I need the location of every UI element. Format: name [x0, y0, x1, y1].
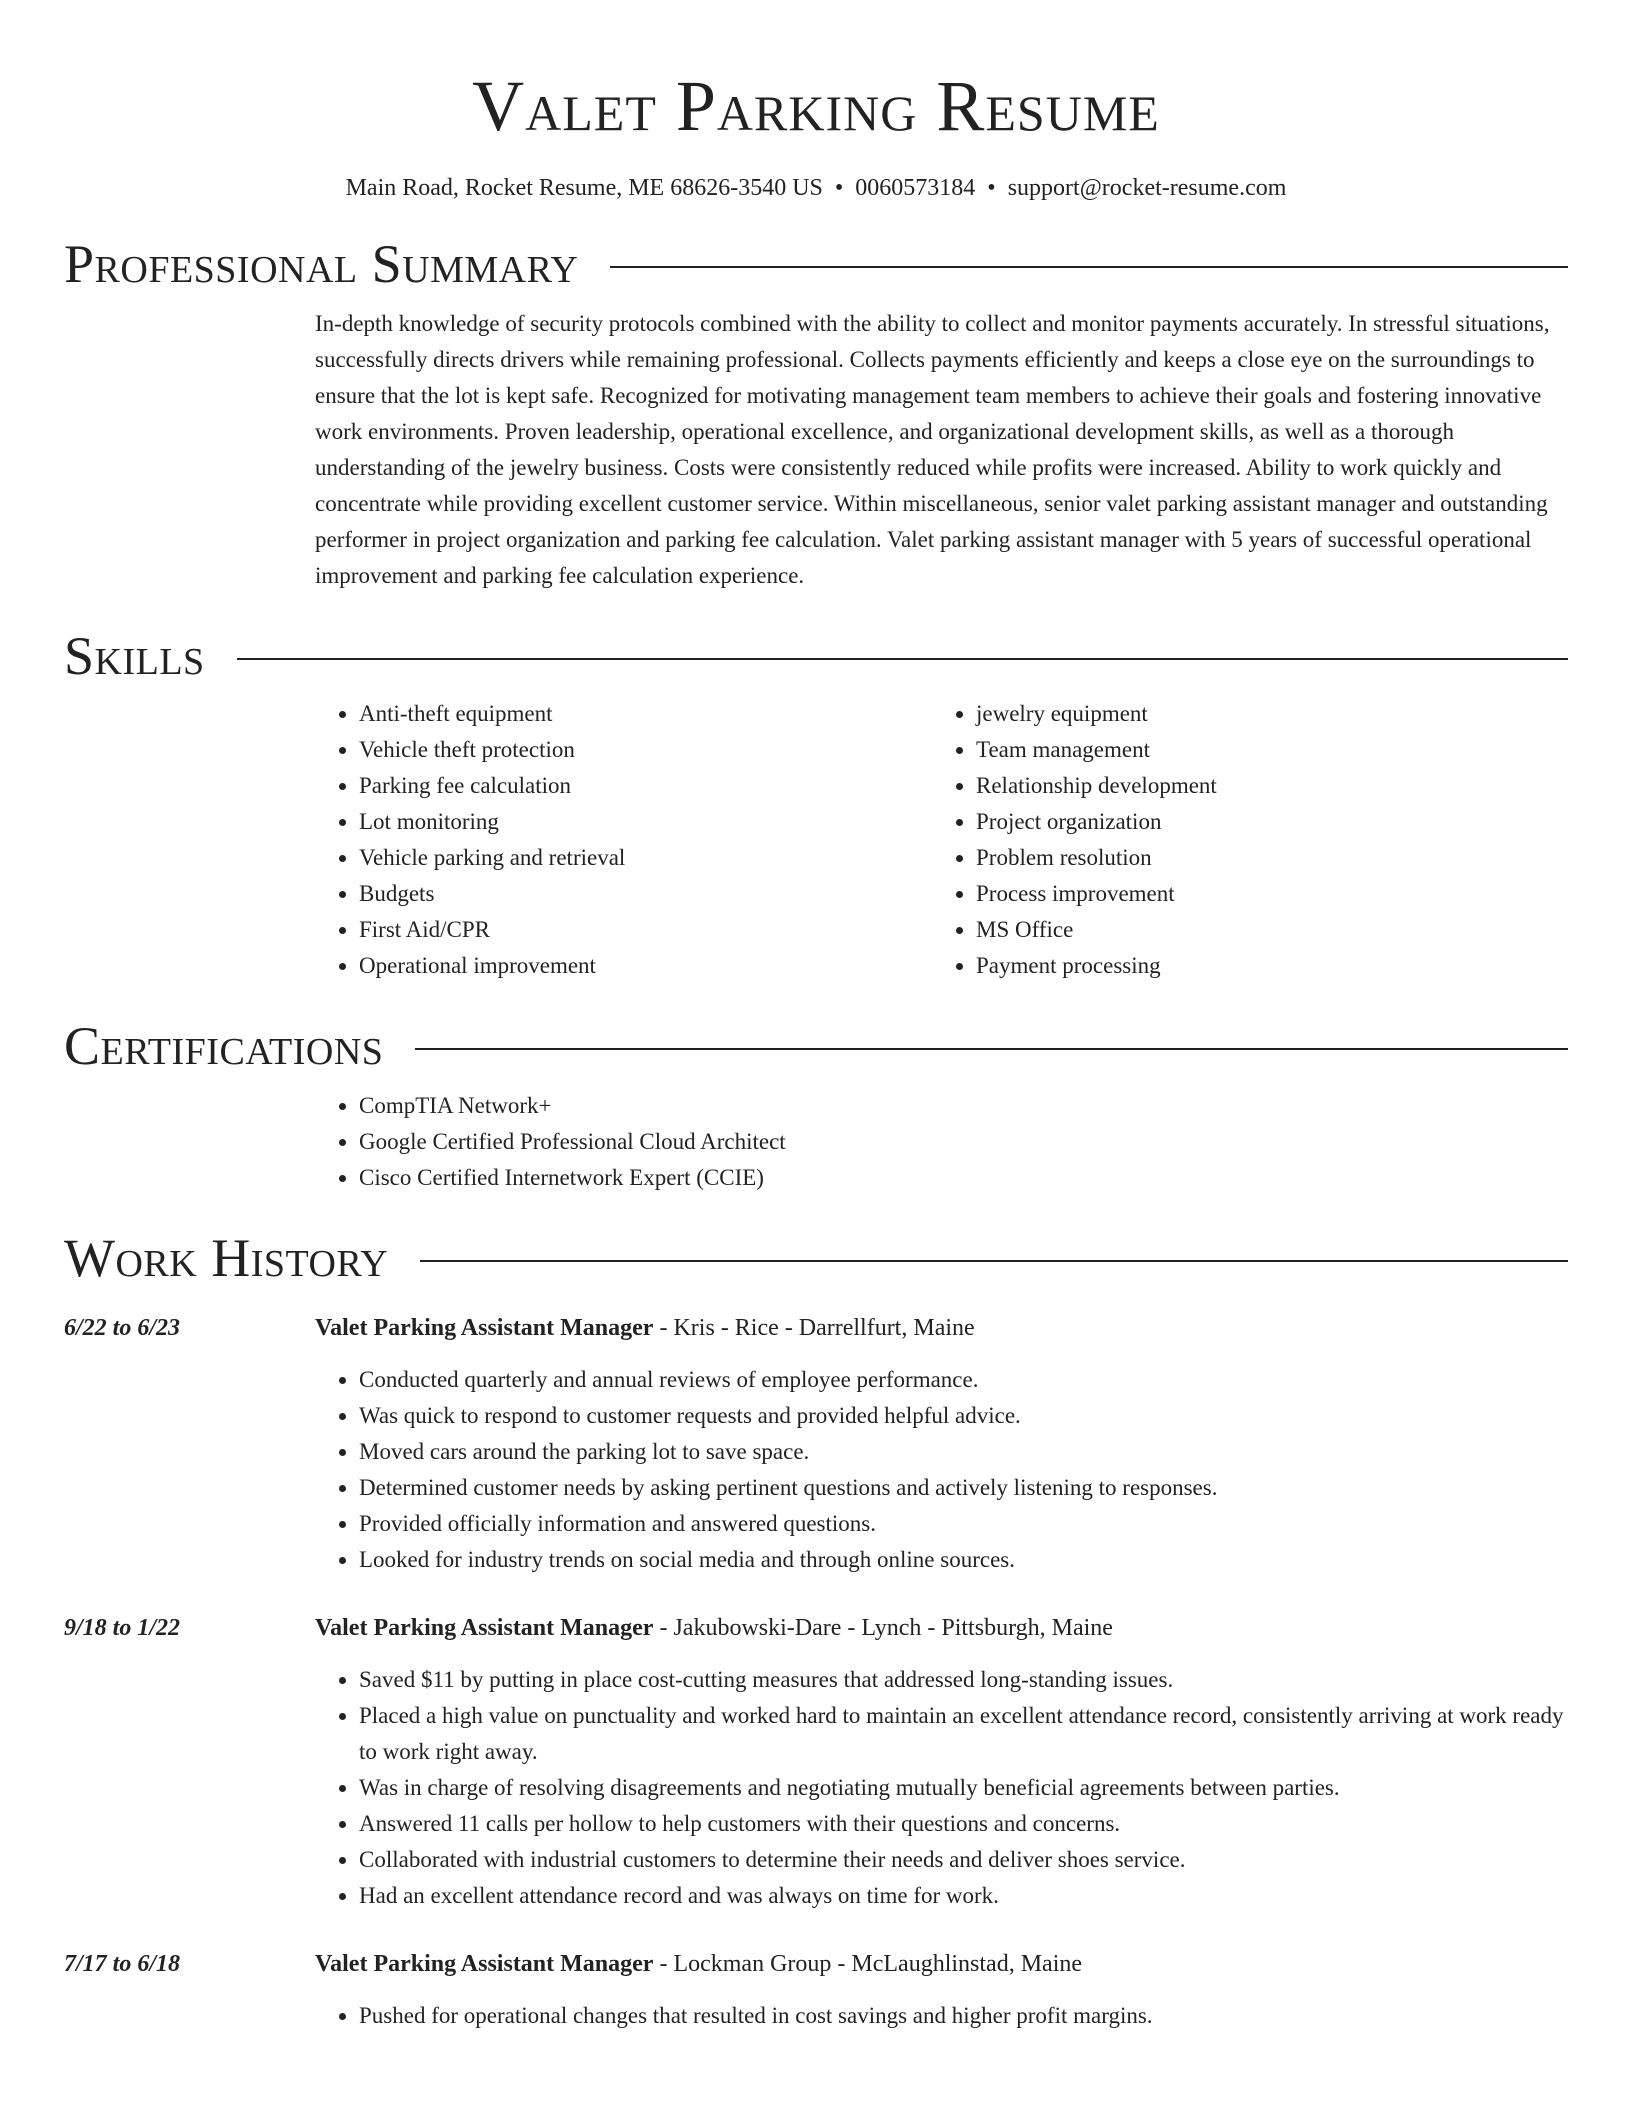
job-header: [315, 1946, 1568, 1982]
skill-item: • Operational improvement: [359, 948, 932, 984]
skill-item: • Anti-theft equipment: [359, 696, 932, 732]
contact-line: [64, 172, 1568, 204]
skill-item: • Process improvement: [976, 876, 1549, 912]
job-bullet: • Conducted quarterly and annual reviews of employee performance.: [359, 1362, 1568, 1398]
job-entry: [64, 1610, 1568, 1914]
certification-item: • Google Certified Professional Cloud Architect: [359, 1124, 1568, 1160]
job-company: - Kris - Rice - Darrellfurt, Maine: [653, 1315, 975, 1341]
skills-list-left: [315, 696, 932, 984]
skill-item: • Lot monitoring: [359, 804, 932, 840]
job-entry: [64, 1946, 1568, 2034]
skill-item: • Project organization: [976, 804, 1549, 840]
contact-phone: 0060573184: [855, 175, 976, 201]
job-bullets: [315, 1998, 1568, 2034]
job-details: [315, 1310, 1568, 1578]
section-divider: [237, 658, 1568, 660]
skill-item: • Relationship development: [976, 768, 1549, 804]
skills-list-right: [932, 696, 1549, 984]
skill-item: • Budgets: [359, 876, 932, 912]
job-bullet: • Had an excellent attendance record and was always on time for work.: [359, 1878, 1568, 1914]
certification-item: • Cisco Certified Internetwork Expert (CCIE): [359, 1160, 1568, 1196]
certifications-section-header: [64, 1014, 1568, 1078]
skill-item: • Team management: [976, 732, 1549, 768]
section-divider: [415, 1048, 1568, 1050]
skill-item: • MS Office: [976, 912, 1549, 948]
resume-page: [64, 0, 1568, 2034]
job-bullet: • Collaborated with industrial customers to determine their needs and deliver shoes service.: [359, 1842, 1568, 1878]
work-heading: Work History: [64, 1228, 389, 1288]
job-bullet: • Was quick to respond to customer requests and provided helpful advice.: [359, 1398, 1568, 1434]
job-bullet: • Looked for industry trends on social media and through online sources.: [359, 1542, 1568, 1578]
work-section-header: [64, 1226, 1568, 1290]
skill-item: • First Aid/CPR: [359, 912, 932, 948]
job-bullet: • Answered 11 calls per hollow to help customers with their questions and concerns.: [359, 1806, 1568, 1842]
job-entry: [64, 1310, 1568, 1578]
job-details: [315, 1610, 1568, 1914]
summary-section-header: [64, 232, 1568, 296]
skills-heading: Skills: [64, 626, 205, 686]
contact-address: Main Road, Rocket Resume, ME 68626-3540 US: [345, 175, 823, 201]
job-bullet: • Provided officially information and answered questions.: [359, 1506, 1568, 1542]
skill-item: • Problem resolution: [976, 840, 1549, 876]
skills-body: [315, 696, 1568, 984]
job-bullet: • Pushed for operational changes that resulted in cost savings and higher profit margins.: [359, 1998, 1568, 2034]
job-details: [315, 1946, 1568, 2034]
job-bullets: [315, 1662, 1568, 1914]
job-company: - Jakubowski-Dare - Lynch - Pittsburgh, Maine: [653, 1615, 1113, 1641]
skill-item: • jewelry equipment: [976, 696, 1549, 732]
summary-body: [315, 306, 1568, 594]
job-bullets: [315, 1362, 1568, 1578]
contact-separator: •: [834, 175, 844, 201]
skill-item: • Vehicle parking and retrieval: [359, 840, 932, 876]
skill-item: • Parking fee calculation: [359, 768, 932, 804]
resume-title: Valet Parking Resume: [472, 66, 1160, 146]
contact-email: support@rocket-resume.com: [1007, 175, 1287, 201]
skill-item: • Vehicle theft protection: [359, 732, 932, 768]
skills-section-header: [64, 624, 1568, 688]
job-bullet: • Was in charge of resolving disagreements and negotiating mutually beneficial agreements between parties.: [359, 1770, 1568, 1806]
certifications-list: [315, 1088, 1568, 1196]
certification-item: • CompTIA Network+: [359, 1088, 1568, 1124]
job-bullet: • Determined customer needs by asking pertinent questions and actively listening to responses.: [359, 1470, 1568, 1506]
job-header: [315, 1610, 1568, 1646]
job-dates: 9/18 to 1/22: [64, 1615, 181, 1641]
job-role: Valet Parking Assistant Manager: [315, 1615, 654, 1641]
summary-heading: Professional Summary: [64, 234, 579, 294]
contact-separator: •: [987, 175, 996, 201]
job-bullet: • Saved $11 by putting in place cost-cutting measures that addressed long-standing issues.: [359, 1662, 1568, 1698]
section-divider: [420, 1260, 1568, 1262]
job-dates: 7/17 to 6/18: [64, 1951, 181, 1977]
job-dates: 6/22 to 6/23: [64, 1315, 181, 1341]
certifications-heading: Certifications: [64, 1016, 384, 1076]
job-bullet: • Placed a high value on punctuality and worked hard to maintain an excellent attendance record, consistently arriving at work ready to work right away.: [359, 1698, 1568, 1770]
job-role: Valet Parking Assistant Manager: [315, 1315, 654, 1341]
job-header: [315, 1310, 1568, 1346]
job-company: - Lockman Group - McLaughlinstad, Maine: [653, 1951, 1083, 1977]
skill-item: • Payment processing: [976, 948, 1549, 984]
skills-columns: [315, 696, 1568, 984]
summary-text: In-depth knowledge of security protocols combined with the ability to collect and monitor payments accurately. In stressful situations, successfully directs drivers while remaining professional. Collects payments efficiently and keeps a close eye on the surroundings to ensure that the lot is kept safe. Recognized for motivating management team members to achieve their goals and fostering innovative work environments. Proven leadership, operational excellence, and organizational development skills, as well as a thorough understanding of the jewelry business. Costs were consistently reduced while profits were increased. Ability to work quickly and concentrate while providing excellent customer service. Within miscellaneous, senior valet parking assistant manager and outstanding performer in project organization and parking fee calculation. Valet parking assistant manager with 5 years of successful operational improvement and parking fee calculation experience.: [315, 311, 1550, 588]
certifications-body: [315, 1088, 1568, 1196]
section-divider: [610, 266, 1568, 268]
job-bullet: • Moved cars around the parking lot to save space.: [359, 1434, 1568, 1470]
job-role: Valet Parking Assistant Manager: [315, 1951, 654, 1977]
